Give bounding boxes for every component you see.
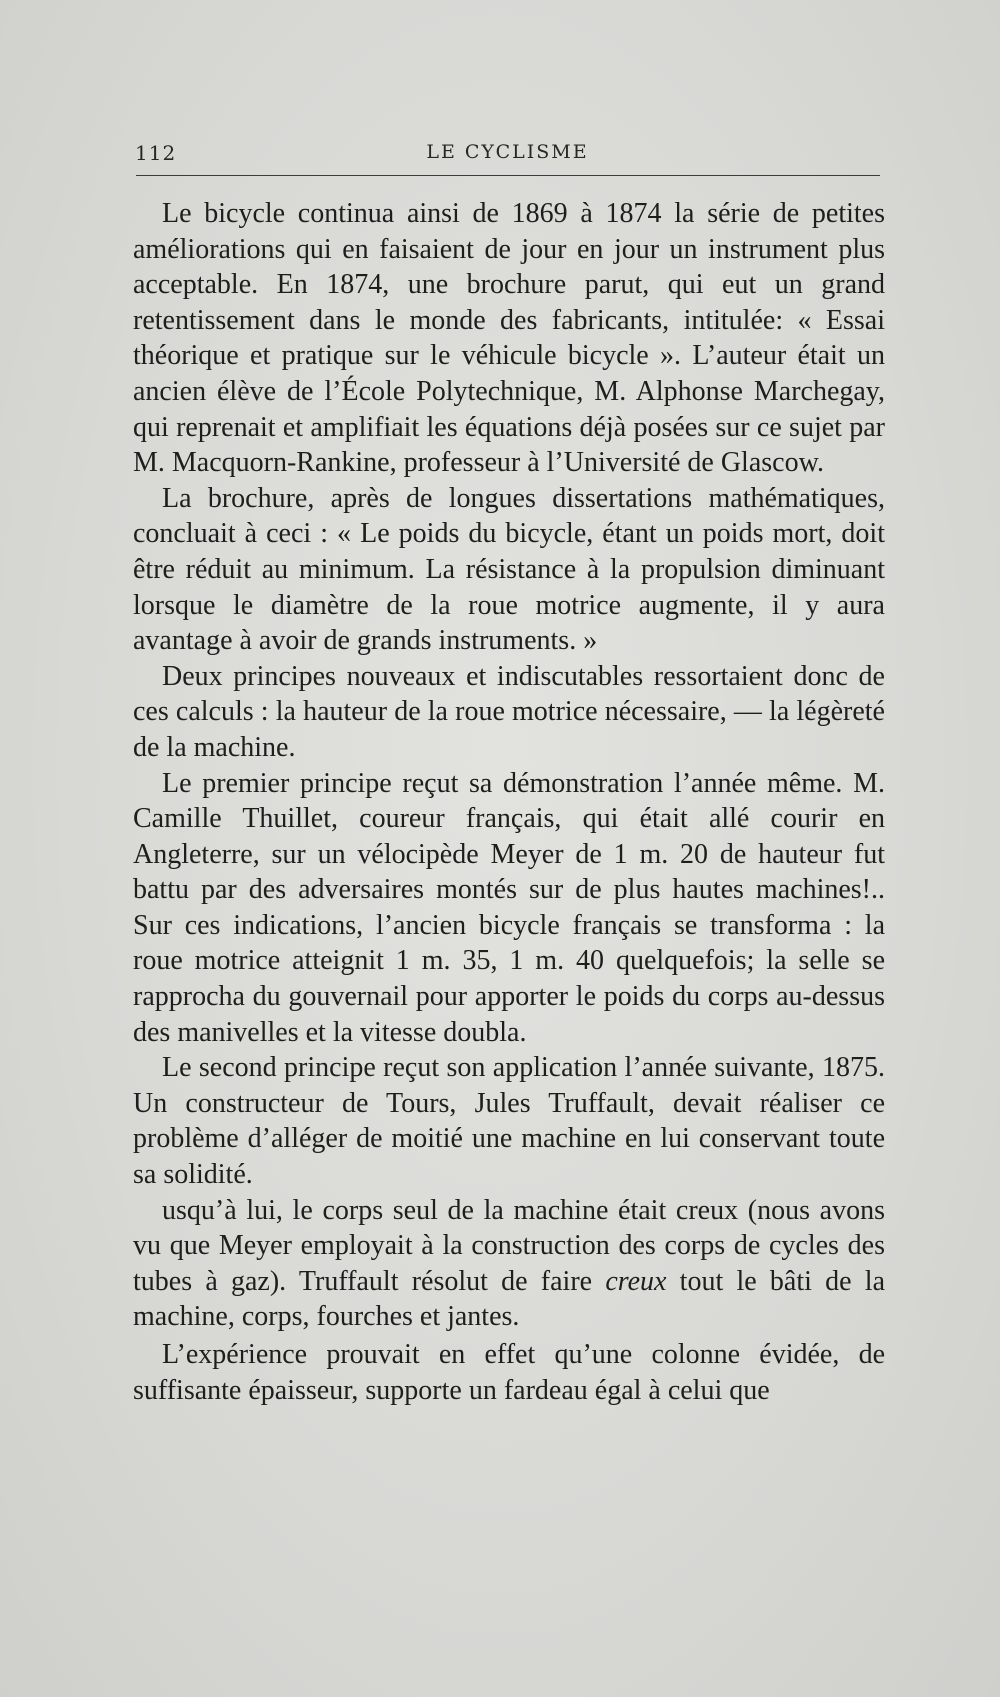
paragraph: Le premier principe reçut sa démonstration l’année même. M. Camille Thuillet, coureur français, qui était allé courir en Angleterre, sur un vélocipède Meyer de 1 m. 20 de hauteur fut battu par des adversaires montés sur de plus hautes machines!.. Sur ces indications, l’ancien bicycle français se transforma : la roue motrice atteignit 1 m. 35, 1 m. 40 quelquefois; la selle se rapprocha du gouvernail pour apporter le poids du corps au-dessus des manivelles et la vitesse doubla. [133,767,885,1048]
running-title: LE CYCLISME [426,141,589,163]
paragraph-text: tout le bâti de la machine, corps, fourches et jantes. [133,1265,885,1333]
header-rule [136,175,880,176]
body-text [133,196,885,1408]
paragraph-with-italic [133,1193,885,1335]
paragraph: Le second principe reçut son application l’année suivante, 1875. Un constructeur de Tours, Jules Truffault, devait réaliser ce problème d’alléger de moitié une machine en lui conservant toute sa solidité. [133,1052,885,1191]
italic-word: creux [605,1265,667,1297]
paragraph-text: usqu’à lui, le corps seul de la machine était creux (nous avons vu que Meyer employait à la construction des corps de cycles des tubes à gaz). Truffault résolut de faire [133,1194,885,1297]
running-head [135,135,880,165]
paragraph: Deux principes nouveaux et indiscutables ressortaient donc de ces calculs : la hauteur de la roue motrice nécessaire, — la légèreté de la machine. [133,660,885,763]
page-number: 112 [135,141,177,165]
paragraph: L’expérience prouvait en effet qu’une colonne évidée, de suffisante épaisseur, supporte un fardeau égal à celui que [133,1339,885,1406]
paragraph: La brochure, après de longues dissertations mathématiques, concluait à ceci : « Le poids du bicycle, étant un poids mort, doit être réduit au minimum. La résistance à la propulsion diminuant lorsque le diamètre de la roue motrice augmente, il y aura avantage à avoir de grands instruments. » [133,482,885,657]
paragraph: Le bicycle continua ainsi de 1869 à 1874 la série de petites améliorations qui en faisaient de jour en jour un instrument plus acceptable. En 1874, une brochure parut, qui eut un grand retentissement dans le monde des fabricants, intitulée: « Essai théorique et pratique sur le véhicule bicycle ». L’auteur était un ancien élève de l’École Polytechnique, M. Alphonse Marchegay, qui reprenait et amplifiait les équations déjà posées sur ce sujet par M. Macquorn-Rankine, professeur à l’Université de Glascow. [133,198,885,479]
